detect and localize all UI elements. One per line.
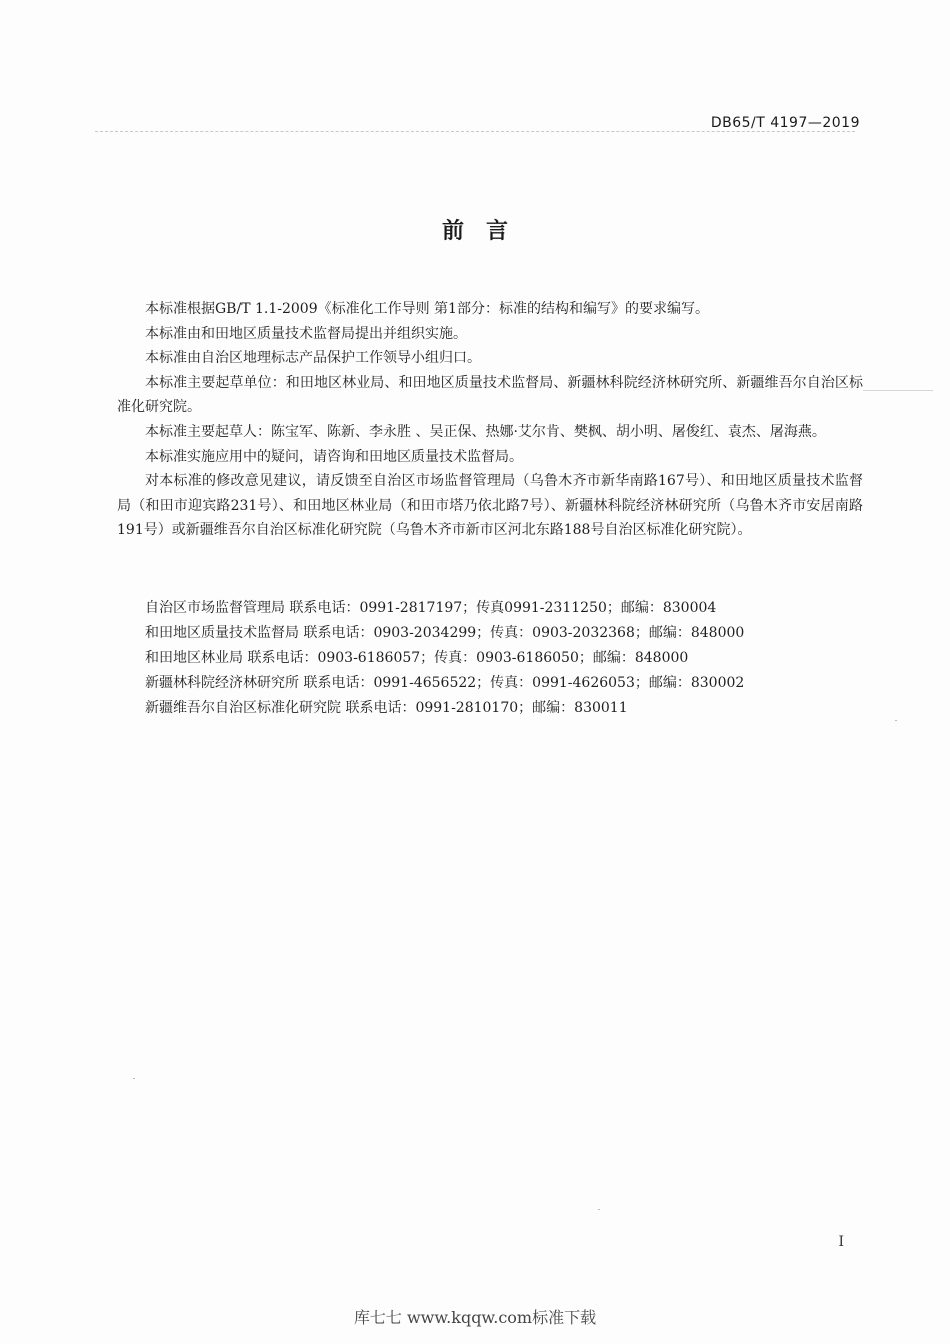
page-title: 前言 [441, 219, 530, 244]
contact-line: 自治区市场监督管理局 联系电话：0991-2817197；传真0991-2311250；邮编：830004 [145, 600, 717, 616]
contact-line: 和田地区林业局 联系电话：0903-6186057；传真：0903-6186050；邮编：848000 [145, 650, 689, 666]
document-code: DB65/T 4197—2019 [710, 115, 860, 131]
paragraph-feedback: 对本标准的修改意见建议，请反馈至自治区市场监督管理局（乌鲁木齐市新华南路167号）、和田地区质量技术监督局（和田市迎宾路231号）、和田地区林业局（和田市塔乃依北路7号）、新疆林科院经济林研究所（乌鲁木齐市安居南路191号）或新疆维吾尔自治区标准化研究院（乌鲁木齐市新市区河北东路188号自治区标准化研究院）。 [117, 473, 863, 539]
contact-line: 新疆维吾尔自治区标准化研究院 联系电话：0991-2810170；邮编：830011 [145, 700, 628, 716]
paragraph-drafting-units: 本标准主要起草单位：和田地区林业局、和田地区质量技术监督局、新疆林科院经济林研究所、新疆维吾尔自治区标准化研究院。 [117, 374, 863, 416]
paragraph-basis: 本标准根据GB/T 1.1-2009《标准化工作导则 第1部分：标准的结构和编写》的要求编写。 [145, 301, 709, 317]
paragraph-drafters: 本标准主要起草人：陈宝军、陈新、李永胜 、吴正保、热娜·艾尔肯、樊枫、胡小明、屠俊红、袁杰、屠海燕。 [145, 423, 826, 440]
paragraph-inquiry: 本标准实施应用中的疑问，请咨询和田地区质量技术监督局。 [145, 448, 523, 465]
scan-speck [895, 720, 897, 721]
paragraph-proposer: 本标准由和田地区质量技术监督局提出并组织实施。 [145, 325, 467, 342]
scan-speck [863, 390, 933, 391]
page-number: I [838, 1234, 844, 1250]
foreword-body [117, 297, 863, 543]
scan-speck [133, 1078, 135, 1079]
contact-line: 新疆林科院经济林研究所 联系电话：0991-4656522；传真：0991-4626053；邮编：830002 [145, 675, 745, 691]
contact-list [117, 596, 863, 721]
footer-watermark: 库七七 www.kqqw.com标准下载 [353, 1308, 597, 1327]
paragraph-centralized: 本标准由自治区地理标志产品保护工作领导小组归口。 [145, 350, 481, 367]
contact-line: 和田地区质量技术监督局 联系电话：0903-2034299；传真：0903-2032368；邮编：848000 [145, 625, 745, 641]
header-rule [95, 131, 855, 132]
scan-speck [598, 1209, 600, 1210]
